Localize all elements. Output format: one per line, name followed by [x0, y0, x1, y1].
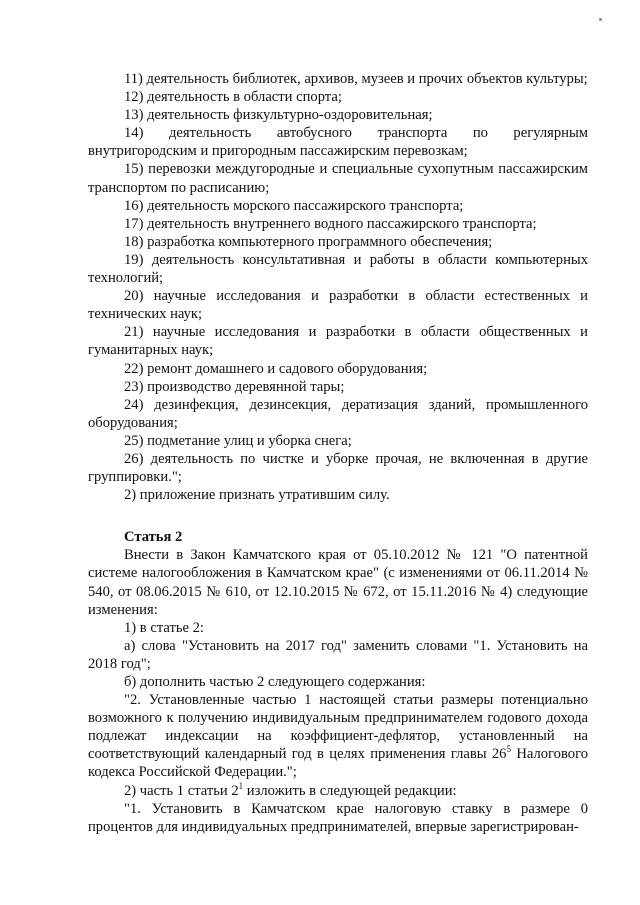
article-paragraph: "1. Установить в Камчатском крае налоговую ставку в размере 0 процентов для индивидуальных предпринимателей, впервые зарегистрирован-	[88, 800, 588, 835]
list-item: 17) деятельность внутреннего водного пассажирского транспорта;	[124, 215, 537, 232]
list-item: 2) приложение признать утратившим силу.	[124, 487, 390, 504]
paragraph-text: 2) часть 1 статьи 2	[124, 782, 239, 799]
article-intro: Внести в Закон Камчатского края от 05.10.2012 № 121 "О патентной системе налогообложения в Камчатском крае" (с изменениями от 06.11.2014 № 540, от 08.06.2015 № 610, от 12.10.2015 № 672, от 15.11.2016 № 4) следующие изменения:	[88, 547, 588, 618]
list-item: 11) деятельность библиотек, архивов, музеев и прочих объектов культуры;	[124, 71, 588, 87]
list-item: 26) деятельность по чистке и уборке прочая, не включенная в другие группировки.";	[88, 450, 588, 486]
section-gap	[88, 504, 588, 528]
list-item: 25) подметание улиц и уборка снега;	[124, 432, 352, 449]
list-item: 22) ремонт домашнего и садового оборудования;	[124, 360, 428, 377]
paragraph-text: Налогового кодекса Российской Федерации.";	[88, 746, 588, 781]
scan-speck	[599, 18, 602, 21]
superscript: 5	[506, 744, 511, 755]
paragraph-text: "2. Установленные частью 1 настоящей статьи размеры потенциально возможного к получению индивидуальным предпринимателем годового дохода подлежат индексации на коэффициент-дефлятор, установленный на соответствующий календарный год в целях применения главы 26	[88, 692, 588, 763]
list-item: 18) разработка компьютерного программного обеспечения;	[124, 233, 493, 250]
article-paragraph: б) дополнить частью 2 следующего содержания:	[124, 674, 426, 690]
list-item: 15) перевозки междугородные и специальные сухопутным пассажирским транспортом по расписанию;	[88, 161, 588, 196]
superscript: 1	[238, 780, 244, 791]
list-item: 21) научные исследования и разработки в области общественных и гуманитарных наук;	[88, 324, 588, 359]
document-body	[88, 70, 588, 836]
list-item: 12) деятельность в области спорта;	[124, 89, 342, 106]
article-paragraph	[88, 691, 588, 781]
article-paragraph: а) слова "Установить на 2017 год" заменить словами "1. Установить на 2018 год";	[88, 637, 588, 672]
article-paragraph	[88, 782, 588, 800]
paragraph-text: изложить в следующей редакции:	[243, 782, 457, 799]
list-item: 20) научные исследования и разработки в области естественных и технических наук;	[88, 288, 588, 323]
list-item: 19) деятельность консультативная и работы в области компьютерных технологий;	[88, 251, 588, 287]
list-item: 23) производство деревянной тары;	[124, 378, 345, 395]
activity-list	[88, 70, 588, 504]
list-item: 16) деятельность морского пассажирского транспорта;	[124, 197, 464, 214]
list-item: 14) деятельность автобусного транспорта по регулярным внутригородским и пригородным пассажирским перевозкам;	[88, 125, 588, 160]
list-item: 24) дезинфекция, дезинсекция, дератизация зданий, промышленного оборудования;	[88, 396, 588, 431]
article-paragraph: 1) в статье 2:	[124, 619, 204, 636]
article-heading: Статья 2	[124, 529, 183, 546]
list-item: 13) деятельность физкультурно-оздоровительная;	[124, 107, 433, 124]
